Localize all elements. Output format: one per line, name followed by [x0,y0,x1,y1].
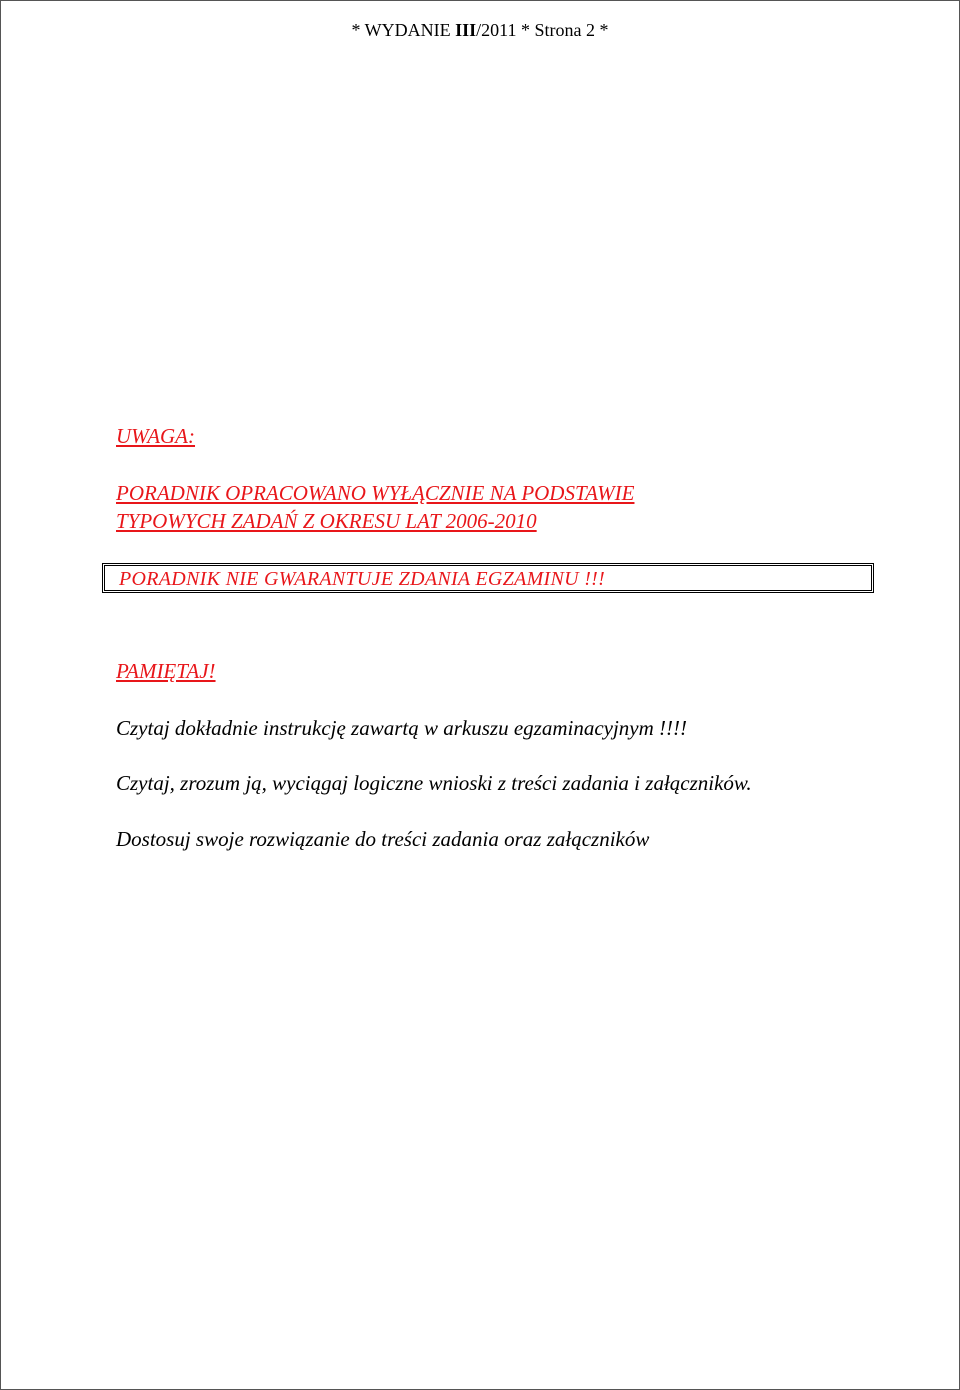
notice-box [102,563,874,593]
remember-item-1: Czytaj dokładnie instrukcję zawartą w arkuszu egzaminacyjnym !!!! [116,716,687,740]
notice-line-2: TYPOWYCH ZADAŃ Z OKRESU LAT 2006-2010 [116,509,537,533]
remember-item-2: Czytaj, zrozum ją, wyciągaj logiczne wnioski z treści zadania i załączników. [116,771,752,795]
notice-title: UWAGA: [116,424,196,448]
header-prefix: * WYDANIE [351,20,456,40]
remember-title: PAMIĘTAJ! [116,659,216,683]
header-suffix: /2011 * Strona 2 * [476,20,609,40]
page-header [0,20,960,41]
header-edition: III [455,20,477,40]
notice-line-1: PORADNIK OPRACOWANO WYŁĄCZNIE NA PODSTAWIE [116,481,635,505]
notice-box-text: PORADNIK NIE GWARANTUJE ZDANIA EGZAMINU !!! [119,568,606,590]
remember-item-3: Dostosuj swoje rozwiązanie do treści zadania oraz załączników [116,827,650,851]
